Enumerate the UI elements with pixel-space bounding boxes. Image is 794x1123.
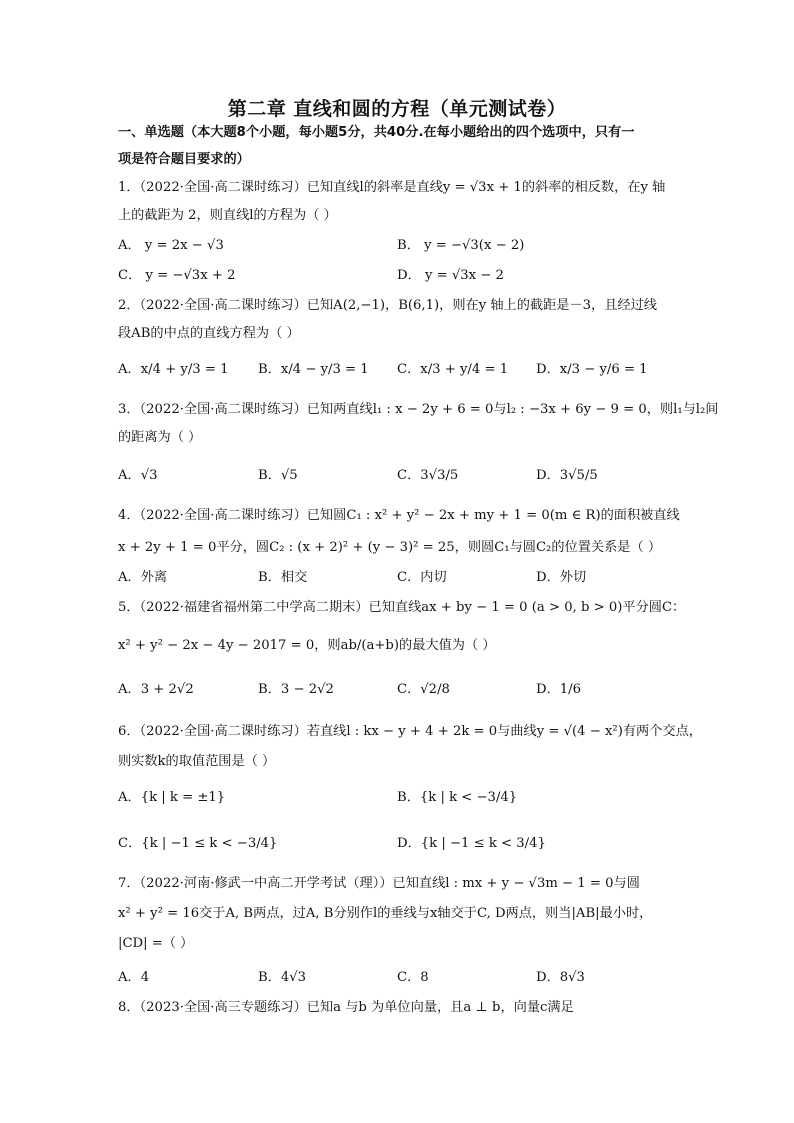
q4-option-a: A．外离 <box>118 570 168 585</box>
q4-stem-line-2: x + 2y + 1 = 0平分，圆C₂ : (x + 2)² + (y − 3)² = 25，则圆C₁与圆C₂的位置关系是（ ） <box>118 540 662 555</box>
q2-stem-line-1: 2．（2022·全国·高二课时练习）已知A(2,−1)，B(6,1)，则在y 轴上的截距是－3，且经过线 <box>118 298 657 313</box>
q8-stem-line-1: 8．（2023·全国·高三专题练习）已知a 与b 为单位向量，且a ⊥ b，向量c满足 <box>118 1000 574 1015</box>
q3-option-c: C．3√3/5 <box>397 468 459 483</box>
q7-option-b: B．4√3 <box>258 970 307 985</box>
q7-option-a: A．4 <box>118 970 150 985</box>
section-heading-line-2: 项是符合题目要求的） <box>118 152 250 167</box>
q5-stem-line-1: 5．（2022·福建省福州第二中学高二期末）已知直线ax + by − 1 = 0 (a > 0, b > 0)平分圆C： <box>118 600 686 615</box>
q1-option-c: C． y = −√3x + 2 <box>118 268 236 283</box>
q3-option-a: A．√3 <box>118 468 158 483</box>
q5-option-c: C．√2/8 <box>397 682 450 697</box>
q2-option-d: D．x/3 − y/6 = 1 <box>536 362 648 377</box>
q7-stem-line-3: |CD| =（ ） <box>118 936 194 951</box>
q2-option-c: C．x/3 + y/4 = 1 <box>397 362 509 377</box>
q4-stem-line-1: 4．（2022·全国·高二课时练习）已知圆C₁ : x² + y² − 2x + my + 1 = 0(m ∈ R)的面积被直线 <box>118 508 680 523</box>
q7-stem-line-2: x² + y² = 16交于A, B两点，过A, B分别作l的垂线与x轴交于C, D两点，则当|AB|最小时， <box>118 906 653 921</box>
q5-option-b: B．3 − 2√2 <box>258 682 334 697</box>
q5-option-d: D．1/6 <box>536 682 581 697</box>
section-heading-line-1: 一、单选题（本大题8个小题，每小题5分，共40分.在每小题给出的四个选项中，只有一 <box>118 125 635 140</box>
q1-option-d: D． y = √3x − 2 <box>397 268 504 283</box>
q1-option-b: B． y = −√3(x − 2) <box>397 238 525 253</box>
q6-option-c: C．{k | −1 ≤ k < −3/4} <box>118 836 278 851</box>
q3-option-d: D．3√5/5 <box>536 468 598 483</box>
q6-option-d: D．{k | −1 ≤ k < 3/4} <box>397 836 546 851</box>
q5-option-a: A．3 + 2√2 <box>118 682 194 697</box>
q2-stem-line-2: 段AB的中点的直线方程为（ ） <box>118 326 300 341</box>
q6-stem-line-1: 6．（2022·全国·高二课时练习）若直线l : kx − y + 4 + 2k = 0与曲线y = √(4 − x²)有两个交点， <box>118 724 702 739</box>
q7-option-d: D．8√3 <box>536 970 585 985</box>
q5-stem-line-2: x² + y² − 2x − 4y − 2017 = 0，则ab/(a+b)的最大值为（ ） <box>118 638 496 653</box>
q6-option-a: A．{k | k = ±1} <box>118 790 226 805</box>
q3-stem-line-2: 的距离为（ ） <box>118 430 202 445</box>
q4-option-d: D．外切 <box>536 570 587 585</box>
q1-option-a: A． y = 2x − √3 <box>118 238 224 253</box>
q3-option-b: B．√5 <box>258 468 298 483</box>
page-title: 第二章 直线和圆的方程（单元测试卷） <box>227 98 567 120</box>
q3-stem-line-1: 3．（2022·全国·高二课时练习）已知两直线l₁ : x − 2y + 6 = 0与l₂ : −3x + 6y − 9 = 0，则l₁与l₂间 <box>118 402 719 417</box>
q6-stem-line-2: 则实数k的取值范围是（ ） <box>118 754 276 769</box>
q6-option-b: B．{k | k < −3/4} <box>397 790 518 805</box>
q7-stem-line-1: 7．（2022·河南·修武一中高二开学考试（理））已知直线l : mx + y − √3m − 1 = 0与圆 <box>118 876 640 891</box>
q4-option-b: B．相交 <box>258 570 308 585</box>
q1-stem-line-2: 上的截距为 2，则直线l的方程为（ ） <box>118 208 337 223</box>
q2-option-a: A．x/4 + y/3 = 1 <box>118 362 229 377</box>
q2-option-b: B．x/4 − y/3 = 1 <box>258 362 369 377</box>
q4-option-c: C．内切 <box>397 570 447 585</box>
q7-option-c: C．8 <box>397 970 429 985</box>
q1-stem-line-1: 1．（2022·全国·高二课时练习）已知直线l的斜率是直线y = √3x + 1的斜率的相反数，在y 轴 <box>118 180 666 195</box>
